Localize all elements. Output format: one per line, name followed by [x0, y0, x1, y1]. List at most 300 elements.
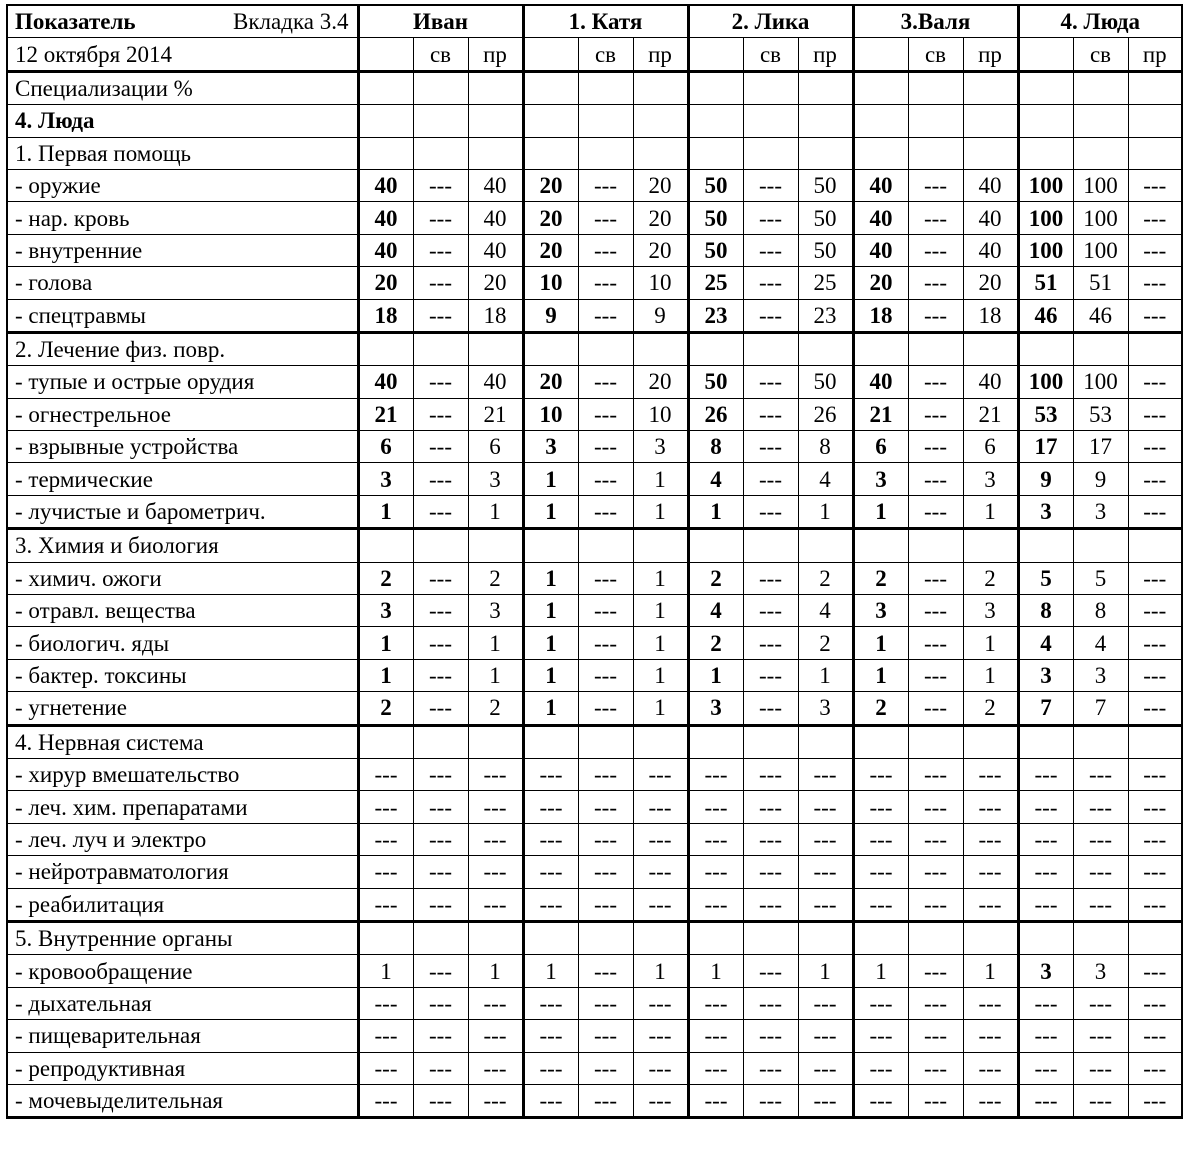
row-label: - лучистые и барометрич.	[7, 495, 358, 528]
sv-cell: ---	[743, 463, 798, 495]
value-cell: 8	[688, 431, 743, 463]
sv-cell: ---	[413, 987, 468, 1019]
value-cell: 1	[853, 955, 908, 987]
group-header-valya: 3.Валя	[853, 5, 1018, 38]
sv-cell	[908, 921, 963, 954]
sv-cell: ---	[908, 692, 963, 725]
sv-cell: ---	[578, 692, 633, 725]
sv-cell	[413, 529, 468, 562]
pr-cell: ---	[963, 758, 1018, 790]
pr-cell: ---	[468, 1020, 523, 1052]
value-cell	[1018, 529, 1073, 562]
value-cell: ---	[688, 1084, 743, 1117]
row-label: 2. Лечение физ. повр.	[7, 332, 358, 365]
pr-cell: 2	[468, 692, 523, 725]
value-cell: 1	[358, 659, 413, 691]
value-cell: 26	[688, 398, 743, 430]
pr-cell: 40	[963, 202, 1018, 234]
pr-cell: 4	[798, 463, 853, 495]
value-cell: ---	[523, 1052, 578, 1084]
table-row	[7, 202, 1182, 234]
value-cell: 46	[1018, 299, 1073, 332]
table-row	[7, 725, 1182, 758]
pr-cell: ---	[963, 888, 1018, 921]
sv-cell: 8	[1073, 595, 1128, 627]
row-label: - спецтравмы	[7, 299, 358, 332]
sv-cell: ---	[578, 398, 633, 430]
value-cell: 4	[688, 595, 743, 627]
value-cell: ---	[1018, 1020, 1073, 1052]
value-cell: ---	[523, 758, 578, 790]
table-row	[7, 1052, 1182, 1084]
value-cell	[358, 725, 413, 758]
value-cell: ---	[358, 1020, 413, 1052]
value-cell: ---	[688, 888, 743, 921]
pr-cell: ---	[963, 856, 1018, 888]
sv-cell: ---	[743, 595, 798, 627]
sv-cell: ---	[743, 1052, 798, 1084]
value-cell	[688, 529, 743, 562]
sv-cell	[1073, 105, 1128, 137]
row-label: - пищеварительная	[7, 1020, 358, 1052]
date-label: 12 октября 2014	[7, 38, 358, 71]
sv-cell: ---	[578, 1084, 633, 1117]
value-cell: 50	[688, 234, 743, 266]
value-cell: ---	[523, 987, 578, 1019]
pr-cell: 1	[633, 627, 688, 659]
row-label: - тупые и острые орудия	[7, 366, 358, 398]
value-cell	[1018, 137, 1073, 169]
sv-cell: ---	[908, 955, 963, 987]
value-cell: 1	[523, 562, 578, 594]
sv-cell: ---	[908, 987, 963, 1019]
pr-cell: 20	[468, 267, 523, 299]
value-cell: ---	[688, 987, 743, 1019]
value-cell: ---	[1018, 856, 1073, 888]
pr-cell: 1	[633, 495, 688, 528]
pr-cell	[468, 921, 523, 954]
value-cell: ---	[1018, 823, 1073, 855]
pr-cell: 10	[633, 398, 688, 430]
pr-cell: 1	[468, 495, 523, 528]
pr-cell: ---	[468, 856, 523, 888]
pr-cell: ---	[633, 888, 688, 921]
value-cell: 8	[1018, 595, 1073, 627]
pr-cell: ---	[1128, 398, 1182, 430]
row-label: - внутренние	[7, 234, 358, 266]
pr-cell: 3	[468, 463, 523, 495]
row-label: Специализации %	[7, 71, 358, 104]
value-cell: 100	[1018, 234, 1073, 266]
pr-cell: ---	[963, 1084, 1018, 1117]
pr-cell	[633, 725, 688, 758]
tab-label: Вкладка 3.4	[233, 9, 349, 34]
pr-cell: 1	[963, 659, 1018, 691]
pr-cell: ---	[1128, 856, 1182, 888]
sv-cell: ---	[743, 955, 798, 987]
pr-cell	[633, 105, 688, 137]
pr-cell	[1128, 105, 1182, 137]
row-label: - хирур вмешательство	[7, 758, 358, 790]
pr-cell: ---	[798, 1084, 853, 1117]
sv-cell: ---	[743, 987, 798, 1019]
pr-cell: 6	[963, 431, 1018, 463]
value-cell: ---	[688, 1052, 743, 1084]
sv-cell: ---	[908, 495, 963, 528]
value-cell: 3	[688, 692, 743, 725]
sv-cell: ---	[908, 562, 963, 594]
sv-cell: 9	[1073, 463, 1128, 495]
table-row	[7, 692, 1182, 725]
sv-cell: ---	[743, 431, 798, 463]
sv-cell: 5	[1073, 562, 1128, 594]
pr-cell	[798, 529, 853, 562]
pr-cell: ---	[468, 758, 523, 790]
pr-cell: ---	[963, 1052, 1018, 1084]
pr-cell: 1	[468, 627, 523, 659]
pr-cell: 1	[633, 562, 688, 594]
sv-cell: ---	[1073, 758, 1128, 790]
pr-cell: ---	[468, 1052, 523, 1084]
value-cell: 4	[688, 463, 743, 495]
value-cell: ---	[853, 823, 908, 855]
table-row	[7, 495, 1182, 528]
subheader-pr: пр	[633, 38, 688, 71]
pr-cell: ---	[1128, 431, 1182, 463]
value-cell: ---	[853, 987, 908, 1019]
sv-cell: ---	[413, 1084, 468, 1117]
value-cell	[358, 71, 413, 104]
value-cell: ---	[1018, 1084, 1073, 1117]
sv-cell: ---	[908, 627, 963, 659]
sv-cell: ---	[908, 659, 963, 691]
sv-cell: ---	[413, 202, 468, 234]
value-cell: ---	[853, 856, 908, 888]
pr-cell	[1128, 137, 1182, 169]
pr-cell: 20	[633, 366, 688, 398]
pr-cell: 2	[963, 692, 1018, 725]
value-cell: ---	[853, 791, 908, 823]
sv-cell: ---	[908, 791, 963, 823]
subheader-sv: св	[578, 38, 633, 71]
table-row	[7, 332, 1182, 365]
pr-cell: 40	[468, 234, 523, 266]
table-row	[7, 299, 1182, 332]
value-cell: ---	[853, 758, 908, 790]
pr-cell: 40	[963, 234, 1018, 266]
sv-cell: ---	[1073, 823, 1128, 855]
pr-cell	[798, 105, 853, 137]
pr-cell: 50	[798, 234, 853, 266]
pr-cell: 18	[468, 299, 523, 332]
sv-cell: 51	[1073, 267, 1128, 299]
pr-cell	[963, 137, 1018, 169]
sv-cell: ---	[743, 856, 798, 888]
value-cell: 1	[688, 659, 743, 691]
sv-cell: ---	[413, 856, 468, 888]
value-cell: 23	[688, 299, 743, 332]
table-row	[7, 1020, 1182, 1052]
sv-cell: ---	[908, 595, 963, 627]
pr-cell: ---	[798, 1052, 853, 1084]
pr-cell	[468, 529, 523, 562]
value-cell	[853, 71, 908, 104]
pr-cell: ---	[633, 1020, 688, 1052]
header-row-1	[7, 5, 1182, 38]
value-cell	[1018, 725, 1073, 758]
pr-cell: ---	[1128, 562, 1182, 594]
pr-cell: 1	[963, 627, 1018, 659]
sv-cell: ---	[743, 234, 798, 266]
pr-cell: 1	[633, 659, 688, 691]
indicator-label: Показатель	[15, 9, 136, 34]
sv-cell: ---	[908, 202, 963, 234]
pr-cell: 3	[963, 595, 1018, 627]
row-label: 1. Первая помощь	[7, 137, 358, 169]
sv-cell	[743, 71, 798, 104]
pr-cell: ---	[1128, 299, 1182, 332]
value-cell: 20	[523, 202, 578, 234]
sv-cell: ---	[743, 495, 798, 528]
value-cell: ---	[358, 1084, 413, 1117]
sv-cell	[743, 921, 798, 954]
pr-cell: ---	[963, 987, 1018, 1019]
sv-cell	[743, 105, 798, 137]
pr-cell: 18	[963, 299, 1018, 332]
row-label: - биологич. яды	[7, 627, 358, 659]
value-cell: 10	[523, 267, 578, 299]
pr-cell: ---	[1128, 758, 1182, 790]
sv-cell: 3	[1073, 955, 1128, 987]
pr-cell	[1128, 71, 1182, 104]
sv-cell: ---	[578, 495, 633, 528]
sv-cell	[578, 105, 633, 137]
pr-cell: 2	[798, 627, 853, 659]
value-cell: 18	[853, 299, 908, 332]
value-cell: 21	[853, 398, 908, 430]
value-cell	[688, 332, 743, 365]
stats-table	[6, 4, 1183, 1119]
table-row	[7, 888, 1182, 921]
sv-cell	[908, 105, 963, 137]
pr-cell: ---	[1128, 267, 1182, 299]
value-cell: 9	[1018, 463, 1073, 495]
pr-cell: ---	[633, 823, 688, 855]
pr-cell	[1128, 921, 1182, 954]
value-cell: 2	[358, 692, 413, 725]
sv-cell: ---	[578, 366, 633, 398]
sv-cell: ---	[413, 495, 468, 528]
value-cell: 1	[358, 495, 413, 528]
sv-cell: ---	[413, 659, 468, 691]
value-cell: 1	[523, 659, 578, 691]
value-cell: 7	[1018, 692, 1073, 725]
pr-cell: 20	[633, 169, 688, 201]
sv-cell	[578, 921, 633, 954]
value-cell: 3	[358, 595, 413, 627]
value-cell: ---	[1018, 1052, 1073, 1084]
pr-cell: ---	[1128, 659, 1182, 691]
sv-cell: ---	[908, 299, 963, 332]
table-row	[7, 823, 1182, 855]
value-cell: 2	[688, 627, 743, 659]
sv-cell	[413, 137, 468, 169]
table-row	[7, 791, 1182, 823]
sv-cell: ---	[743, 267, 798, 299]
table-row	[7, 921, 1182, 954]
pr-cell: 4	[798, 595, 853, 627]
value-cell: 3	[358, 463, 413, 495]
pr-cell: 8	[798, 431, 853, 463]
sv-cell	[413, 71, 468, 104]
value-cell	[358, 921, 413, 954]
value-cell: 2	[853, 562, 908, 594]
pr-cell: 9	[633, 299, 688, 332]
value-cell: 1	[358, 955, 413, 987]
value-cell: 21	[358, 398, 413, 430]
value-cell: 3	[853, 463, 908, 495]
value-cell	[688, 71, 743, 104]
sv-cell: ---	[908, 398, 963, 430]
row-label: - взрывные устройства	[7, 431, 358, 463]
title-cell	[7, 5, 358, 38]
sv-cell: ---	[908, 1052, 963, 1084]
subheader-pr: пр	[798, 38, 853, 71]
value-cell: ---	[358, 987, 413, 1019]
row-label: - дыхательная	[7, 987, 358, 1019]
value-cell: 1	[523, 692, 578, 725]
value-cell: 20	[523, 169, 578, 201]
sv-cell: 46	[1073, 299, 1128, 332]
sv-cell: ---	[578, 267, 633, 299]
pr-cell: ---	[798, 888, 853, 921]
value-cell: 20	[358, 267, 413, 299]
sv-cell: ---	[908, 758, 963, 790]
table-row	[7, 105, 1182, 137]
pr-cell: ---	[798, 987, 853, 1019]
value-cell	[688, 137, 743, 169]
sv-cell: ---	[743, 1020, 798, 1052]
pr-cell: ---	[1128, 1052, 1182, 1084]
pr-cell	[798, 725, 853, 758]
table-row	[7, 955, 1182, 987]
value-cell	[853, 529, 908, 562]
pr-cell: 1	[798, 659, 853, 691]
pr-cell: ---	[1128, 888, 1182, 921]
pr-cell: 3	[798, 692, 853, 725]
value-cell: 40	[358, 234, 413, 266]
value-cell	[523, 105, 578, 137]
sv-cell: ---	[578, 1052, 633, 1084]
sv-cell: ---	[413, 627, 468, 659]
value-cell: 20	[853, 267, 908, 299]
pr-cell: 1	[963, 495, 1018, 528]
pr-cell: 2	[468, 562, 523, 594]
pr-cell	[468, 725, 523, 758]
row-label: - мочевыделительная	[7, 1084, 358, 1117]
value-cell: 3	[853, 595, 908, 627]
pr-cell: ---	[1128, 823, 1182, 855]
sv-cell: ---	[1073, 856, 1128, 888]
value-cell: ---	[853, 1020, 908, 1052]
sv-cell: ---	[413, 1052, 468, 1084]
value-cell	[688, 725, 743, 758]
value-cell: ---	[1018, 888, 1073, 921]
pr-cell	[1128, 529, 1182, 562]
sv-cell: ---	[1073, 888, 1128, 921]
value-cell: 40	[853, 366, 908, 398]
sv-cell: ---	[1073, 1052, 1128, 1084]
subheader-sv: св	[1073, 38, 1128, 71]
pr-cell	[798, 921, 853, 954]
value-cell: 3	[523, 431, 578, 463]
value-cell: 2	[358, 562, 413, 594]
sv-cell: ---	[413, 1020, 468, 1052]
sv-cell: ---	[1073, 1020, 1128, 1052]
pr-cell	[963, 105, 1018, 137]
sv-cell: ---	[578, 1020, 633, 1052]
value-cell: ---	[358, 791, 413, 823]
sv-cell	[1073, 529, 1128, 562]
value-cell: ---	[358, 1052, 413, 1084]
table-row	[7, 659, 1182, 691]
sv-cell	[578, 725, 633, 758]
table-row	[7, 627, 1182, 659]
pr-cell: 1	[468, 659, 523, 691]
sv-cell: ---	[743, 823, 798, 855]
value-cell: ---	[358, 758, 413, 790]
row-label: - голова	[7, 267, 358, 299]
value-cell	[1018, 921, 1073, 954]
pr-cell: ---	[798, 856, 853, 888]
value-cell: 40	[358, 366, 413, 398]
sv-cell: ---	[743, 169, 798, 201]
sv-cell: ---	[578, 823, 633, 855]
sv-cell	[578, 137, 633, 169]
sv-cell: 7	[1073, 692, 1128, 725]
pr-cell	[633, 921, 688, 954]
sv-cell: ---	[578, 955, 633, 987]
sv-cell	[1073, 137, 1128, 169]
table-row	[7, 137, 1182, 169]
pr-cell: ---	[798, 823, 853, 855]
row-label: - химич. ожоги	[7, 562, 358, 594]
table-row	[7, 169, 1182, 201]
sv-cell: 100	[1073, 234, 1128, 266]
sv-cell: ---	[1073, 987, 1128, 1019]
value-cell	[523, 921, 578, 954]
value-cell	[358, 332, 413, 365]
value-cell: 1	[853, 627, 908, 659]
pr-cell: 1	[963, 955, 1018, 987]
subheader-pr: пр	[468, 38, 523, 71]
pr-cell	[963, 921, 1018, 954]
pr-cell: 1	[798, 955, 853, 987]
pr-cell: ---	[1128, 791, 1182, 823]
sv-cell	[578, 332, 633, 365]
row-label: - оружие	[7, 169, 358, 201]
value-cell: 40	[853, 169, 908, 201]
sv-cell: ---	[578, 888, 633, 921]
value-cell: 9	[523, 299, 578, 332]
pr-cell: 21	[468, 398, 523, 430]
sv-cell: ---	[908, 823, 963, 855]
row-label: - кровообращение	[7, 955, 358, 987]
sv-cell: ---	[743, 562, 798, 594]
value-cell: 5	[1018, 562, 1073, 594]
pr-cell	[633, 332, 688, 365]
pr-cell: 6	[468, 431, 523, 463]
